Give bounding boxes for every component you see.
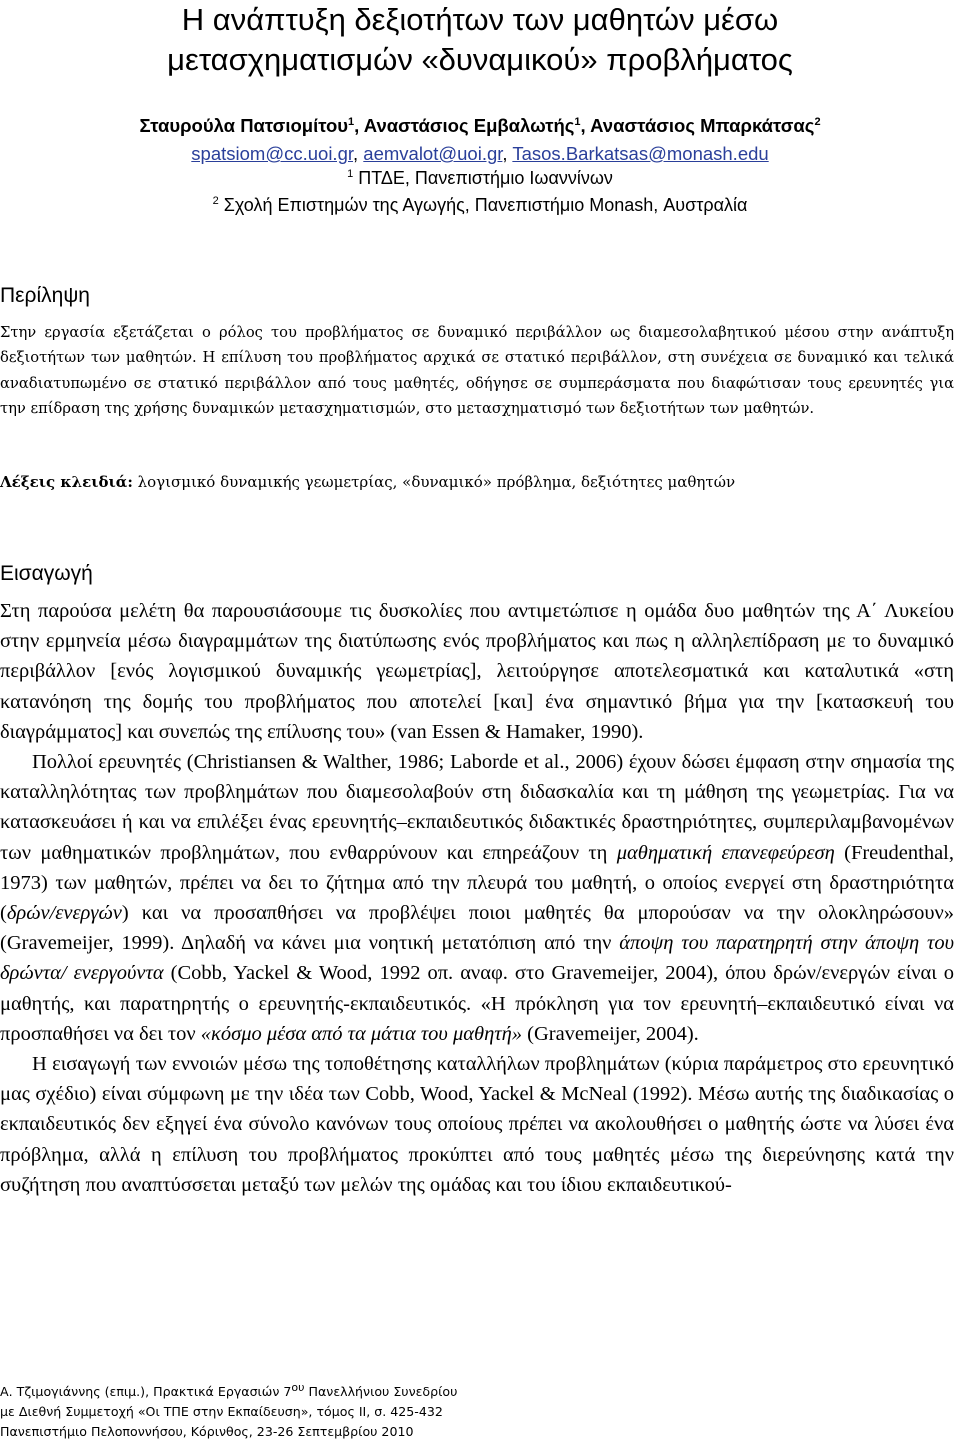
author-name: Σταυρούλα Πατσιομίτου — [139, 115, 349, 136]
keywords-label: Λέξεις κλειδιά: — [0, 473, 133, 491]
keywords — [0, 470, 954, 495]
email-link[interactable]: aemvalot@uoi.gr — [363, 143, 503, 164]
footer-text: Α. Τζιμογιάννης (επιμ.), Πρακτικά Εργασιών 7 — [0, 1384, 292, 1399]
author-name: Αναστάσιος Μπαρκάτσας — [590, 115, 815, 136]
paragraph-2-text: (Freudenthal, 1973) των μαθητών, πρέπει να δει το ζήτημα από την πλευρά του μαθητή, ο οποίος ενεργεί στη δραστηριότητα ( — [0, 841, 954, 925]
email-link[interactable]: Tasos.Barkatsas@monash.edu — [512, 143, 769, 164]
author-affiliation-mark: 1 — [348, 115, 355, 128]
paragraph-2-italic: «κόσμο μέσα από τα μάτια του μαθητή» — [200, 1022, 522, 1045]
affiliation-mark: 1 — [347, 168, 354, 180]
paragraph-2-text: Πολλοί ερευνητές (Christiansen & Walther, 1986; Laborde et al., 2006) έχουν δώσει έμφαση στην σημασία της καταλληλότητας των προβλημάτων που διαμεσολαβούν στη διδασκαλία και τη μάθηση της γεωμετρίας. Για να κατασκευάσει ή και να επιλέξει ένας ερευνητής–εκπαιδευτικός διδακτικές δραστηριότητες, συμπεριλαμβανομένων των μαθηματικών προβλημάτων, που ενθαρρύνουν και επηρεάζουν τη — [0, 751, 954, 864]
paragraph-1: Στη παρούσα μελέτη θα παρουσιάσουμε τις δυσκολίες που αντιμετώπισε η ομάδα δυο μαθητών της Α΄ Λυκείου στην ερμηνεία μέσω διαγραμμάτων της διατύπωσης ενός προβλήματος και πως η αλληλεπίδραση με το δυναμικό περιβάλλον [ενός λογισμικού δυναμικής γεωμετρίας], λειτούργησε αποτελεσματικά και καταλυτικά «στη κατανόηση της δομής του προβλήματος που αποτελεί [και] ένα σημαντικό βήμα για την [κατασκευή του διαγράμματος] και συνεπώς της επίλυσης του» (van Essen & Hamaker, 1990). — [0, 600, 954, 743]
keywords-text: λογισμικό δυναμικής γεωμετρίας, «δυναμικό» πρόβλημα, δεξιότητες μαθητών — [137, 473, 736, 491]
affiliation-text: ΠΤΔΕ, Πανεπιστήμιο Ιωαννίνων — [358, 168, 613, 188]
footer-sup: ου — [291, 1380, 305, 1394]
author-affiliation-mark: 1 — [574, 115, 581, 128]
affiliation — [0, 193, 960, 217]
paper-title — [0, 0, 960, 80]
affiliation-mark: 2 — [212, 195, 219, 207]
intro-heading: Εισαγωγή — [0, 562, 93, 585]
paragraph-2-italic: άποψη του παρατηρητή στην άποψη του δρώντα/ ενεργούντα — [0, 932, 954, 985]
paragraph-2-italic: μαθηματική επανεφεύρεση — [616, 841, 835, 864]
paragraph-2-text: ) και να προσαπθήσει να προβλέψει ποιοι μαθητές θα μπορούσαν να την ολοκληρώσουν» (Gravemeijer, 1999). Δηλαδή να κάνει μια νοητική μετατόπιση από την — [0, 902, 954, 955]
intro-body — [0, 596, 954, 1200]
footer-text: Πανελλήνιου Συνεδρίου — [304, 1384, 458, 1399]
author-affiliation-mark: 2 — [814, 115, 821, 128]
paragraph-2-text: (Gravemeijer, 2004). — [522, 1022, 699, 1045]
email-link[interactable]: spatsiom@cc.uoi.gr — [191, 143, 354, 164]
footer-line-1 — [0, 1382, 954, 1402]
footer-line-3: Πανεπιστήμιο Πελοποννήσου, Κόρινθος, 23-26 Σεπτεμβρίου 2010 — [0, 1424, 414, 1439]
affiliation — [0, 166, 960, 190]
title-line-2: μετασχηματισμών «δυναμικού» προβλήματος — [167, 42, 793, 77]
paragraph-2-text: (Cobb, Yackel & Wood, 1992 οπ. αναφ. στο Gravemeijer, 2004), όπου δρών/ενεργών είναι ο μαθητής, και παρατηρητής ο ερευνητής-εκπαιδευτικός. «Η πρόκληση για τον ερευνητή–εκπαιδευτικό είναι να προσπαθήσει να δει τον — [0, 962, 954, 1045]
abstract-heading: Περίληψη — [0, 284, 90, 307]
affiliation-text: Σχολή Επιστημών της Αγωγής, Πανεπιστήμιο Monash, Αυστραλία — [223, 195, 748, 215]
title-line-1: Η ανάπτυξη δεξιοτήτων των μαθητών μέσω — [181, 2, 779, 37]
paragraph-2 — [0, 747, 954, 1049]
author-list: Σταυρούλα Πατσιομίτου$^1$, Αναστάσιος Εμβαλωτής$^1$, Αναστάσιος Μπαρκάτσας$^2$ — [139, 115, 821, 136]
author-emails: spatsiom@cc.uoi.gr, aemvalot@uoi.gr, Tasos.Barkatsas@monash.edu — [191, 143, 769, 164]
page-footer — [0, 1382, 954, 1442]
paragraph-3: Η εισαγωγή των εννοιών μέσω της τοποθέτησης καταλλήλων προβλημάτων (κύρια παράμετρος στο ερευνητικό μας σχέδιο) είναι σύμφωνη με την ιδέα των Cobb, Wood, Yackel & McNeal (1992). Μέσω αυτής της διαδικασίας ο εκπαιδευτικός δεν εξηγεί ένα σύνολο κανόνων τους οποίους πρέπει να ακολουθήσει ο μαθητής ώστε να λύσει ένα πρόβλημα, αλλά η επίλυση του προβλήματος προκύπτει από τους μαθητές μέσω της διερεύνησης κατά την συζήτηση που αναπτύσσεται μεταξύ των μελών της ομάδας και του ίδιου εκπαιδευτικού- — [0, 1053, 954, 1196]
author-name: Αναστάσιος Εμβαλωτής — [363, 115, 575, 136]
footer-line-2: με Διεθνή Συμμετοχή «Οι ΤΠΕ στην Εκπαίδευση», τόμος ΙΙ, σ. 425-432 — [0, 1404, 443, 1419]
abstract-text: Στην εργασία εξετάζεται ο ρόλος του προβλήματος σε δυναμικό περιβάλλον ως διαμεσολαβητικού μέσου στην ανάπτυξη δεξιοτήτων των μαθητών. Η επίλυση του προβλήματος αρχικά σε στατικό περιβάλλον, στη συνέχεια σε δυναμικό και τελικά αναδιατυπωμένο σε στατικό περιβάλλον από τους μαθητές, οδήγησε σε συμπεράσματα που διαφώτισαν τους ερευνητές για την επίδραση της χρήσης δυναμικών μετασχηματισμών, στο μετασχηματισμό των δεξιοτήτων των μαθητών. — [0, 324, 954, 418]
paragraph-2-italic: δρών/ενεργών — [6, 902, 122, 925]
